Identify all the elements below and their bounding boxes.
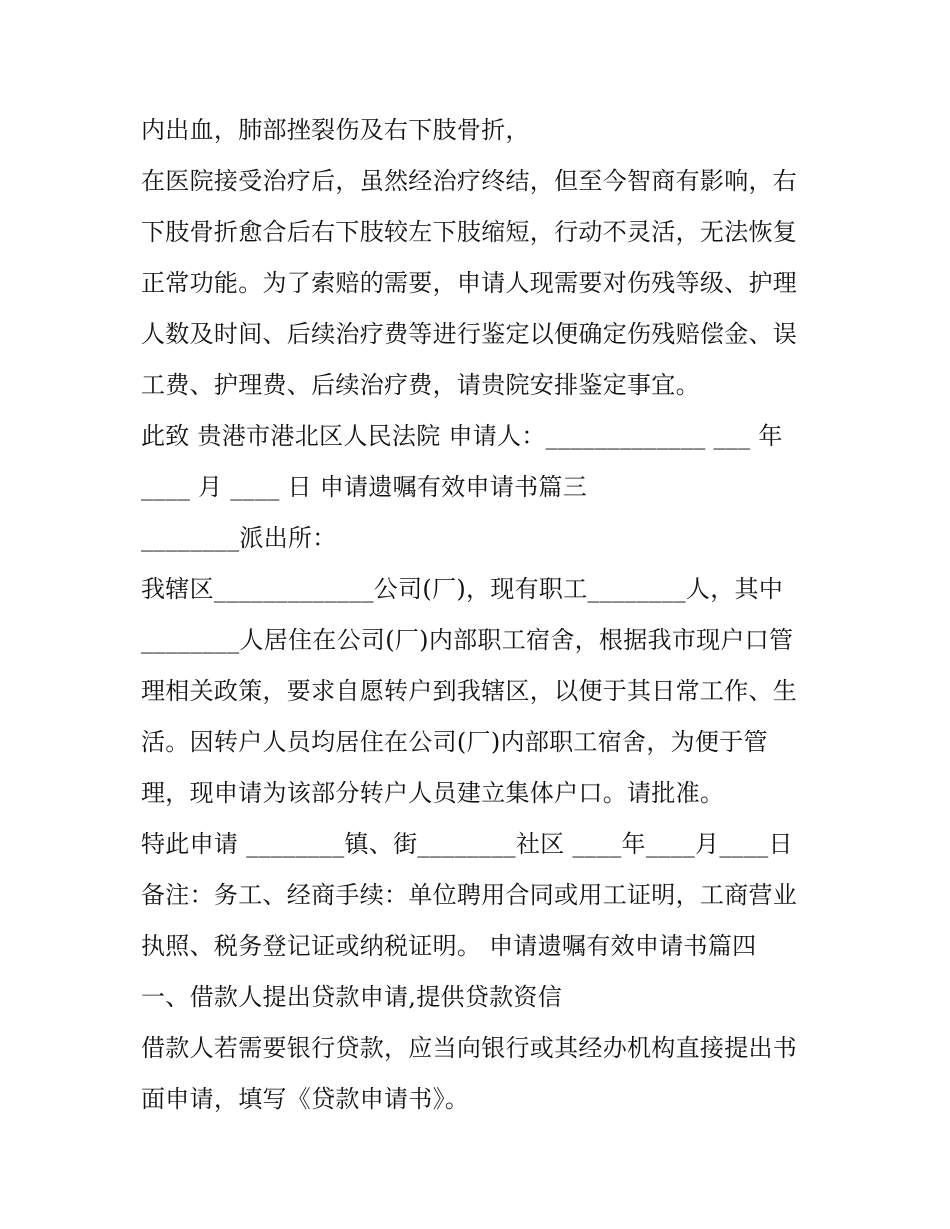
text-line: 面申请，填写《贷款申请书》。: [141, 1085, 470, 1113]
text-line: 正常功能。为了索赔的需要，申请人现需要对伤残等级、护理: [141, 269, 798, 297]
text-line: 借款人若需要银行贷款，应当向银行或其经办机构直接提出书: [141, 1034, 798, 1062]
text-line: 一、借款人提出贷款申请,提供贷款资信: [141, 983, 563, 1011]
text-line: 工费、护理费、后续治疗费，请贵院安排鉴定事宜。: [141, 371, 700, 399]
text-line: 下肢骨折愈合后右下肢较左下肢缩短，行动不灵活，无法恢复: [141, 218, 798, 246]
text-line: 特此申请 ________镇、街________社区 ____年____月____日: [141, 830, 793, 858]
text-line: 我辖区_____________公司(厂)，现有职工________人，其中: [141, 575, 784, 603]
text-line: 活。因转户人员均居住在公司(厂)内部职工宿舍，为便于管: [141, 728, 768, 756]
text-line: 内出血，肺部挫裂伤及右下肢骨折，: [141, 116, 530, 144]
text-line: ________人居住在公司(厂)内部职工宿舍，根据我市现户口管: [141, 626, 794, 654]
text-line: 人数及时间、后续治疗费等进行鉴定以便确定伤残赔偿金、误: [141, 320, 798, 348]
text-line: 理，现申请为该部分转户人员建立集体户口。请批准。: [141, 779, 725, 807]
text-line: 执照、税务登记证或纳税证明。 申请遗嘱有效申请书篇四: [141, 932, 757, 960]
text-line: 在医院接受治疗后，虽然经治疗终结，但至今智商有影响，右: [141, 167, 798, 195]
text-line: 理相关政策，要求自愿转户到我辖区，以便于其日常工作、生: [141, 677, 798, 705]
text-line: ____ 月 ____ 日 申请遗嘱有效申请书篇三: [141, 473, 588, 501]
text-line: ________派出所：: [141, 524, 337, 552]
text-line: 此致 贵港市港北区人民法院 申请人：_____________ ___ 年: [141, 422, 783, 450]
text-line: 备注：务工、经商手续：单位聘用合同或用工证明，工商营业: [141, 881, 798, 909]
